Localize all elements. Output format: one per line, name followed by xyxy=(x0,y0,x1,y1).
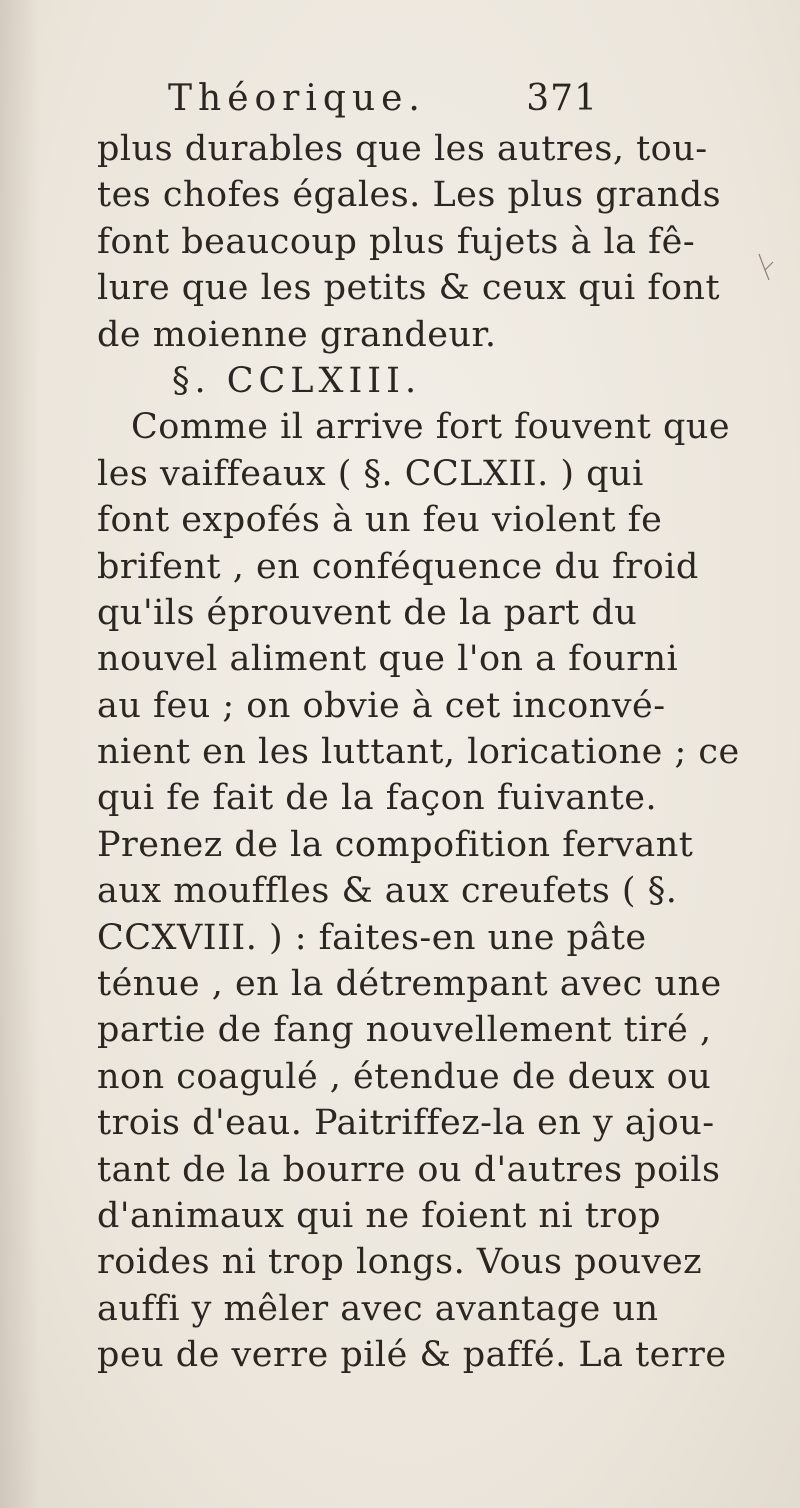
text-block xyxy=(97,126,740,1379)
text-line: nouvel aliment que l'on a fourni xyxy=(97,639,679,680)
text-line: qu'ils éprouvent de la part du xyxy=(97,592,638,633)
text-line: font expofés à un feu violent fe xyxy=(97,500,663,541)
text-line: trois d'eau. Paitriffez-la en y ajou- xyxy=(97,1103,715,1144)
margin-pencil-mark xyxy=(755,250,785,290)
text-line: peu de verre pilé & paffé. La terre xyxy=(97,1335,727,1376)
page-number: 371 xyxy=(526,78,598,119)
text-line: aux mouffles & aux creufets ( §. xyxy=(97,871,678,912)
text-line: partie de fang nouvellement tiré , xyxy=(97,1010,712,1051)
text-line: font beaucoup plus fujets à la fê- xyxy=(97,221,696,262)
gutter-shadow xyxy=(0,0,40,1508)
text-line: roides ni trop longs. Vous pouvez xyxy=(97,1242,703,1283)
text-line: de moienne grandeur. xyxy=(97,314,497,355)
text-line: CCXVIII. ) : faites-en une pâte xyxy=(97,917,647,958)
text-line: ténue , en la détrempant avec une xyxy=(97,964,722,1005)
text-line: au feu ; on obvie à cet inconvé- xyxy=(97,685,666,726)
text-line: d'animaux qui ne foient ni trop xyxy=(97,1195,662,1236)
text-line: tant de la bourre ou d'autres poils xyxy=(97,1149,721,1190)
text-line: non coagulé , étendue de deux ou xyxy=(97,1056,712,1097)
text-line: plus durables que les autres, tou- xyxy=(97,129,708,169)
text-line: qui fe fait de la façon fuivante. xyxy=(97,778,658,819)
text-line: Comme il arrive fort fouvent que xyxy=(131,407,731,448)
text-line: nient en les luttant, loricatione ; ce xyxy=(97,732,740,773)
page-header xyxy=(168,78,598,122)
text-line: brifent , en conféquence du froid xyxy=(97,546,699,587)
text-line: auffi y mêler avec avantage un xyxy=(97,1288,659,1329)
section-heading: §. CCLXIII. xyxy=(172,360,422,401)
running-head: Théorique. xyxy=(168,78,426,119)
text-line: les vaiffeaux ( §. CCLXII. ) qui xyxy=(97,453,644,494)
text-line: lure que les petits & ceux qui font xyxy=(97,268,721,309)
text-line: tes chofes égales. Les plus grands xyxy=(97,175,722,216)
text-line: Prenez de la compofition fervant xyxy=(97,824,694,865)
